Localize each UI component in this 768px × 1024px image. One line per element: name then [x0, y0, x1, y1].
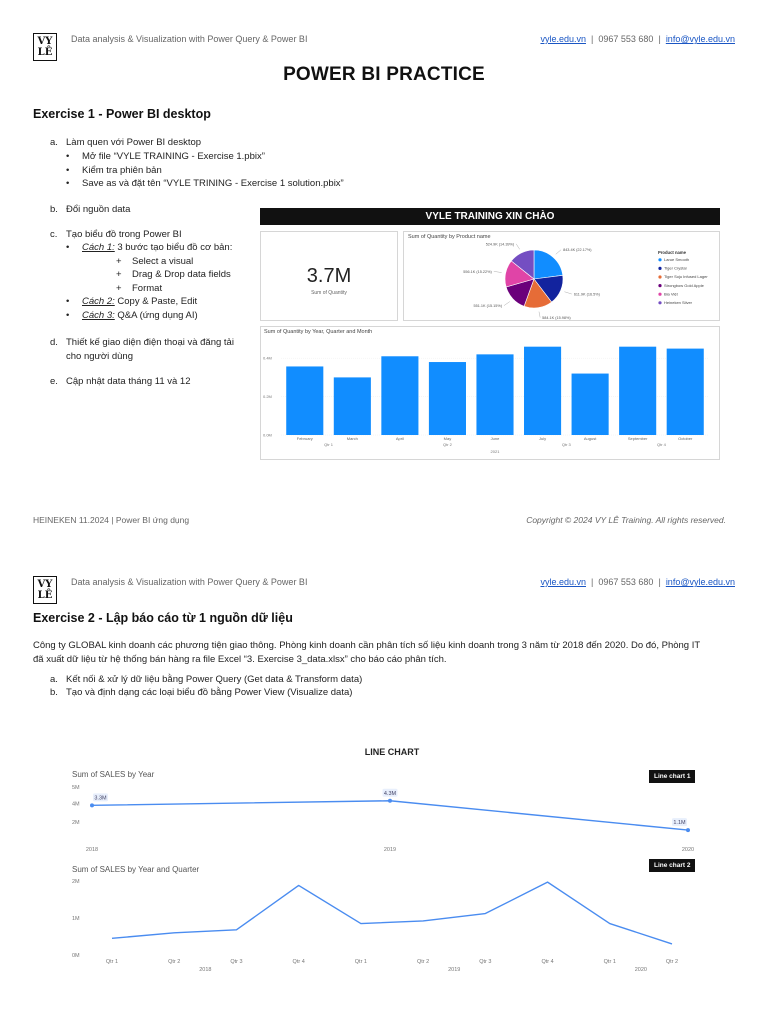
quarter-label: Qtr 3 [561, 442, 571, 447]
pie-chart-title: Sum of Quantity by Product name [408, 234, 491, 240]
legend-item: Tiger Soju Infused Lager [664, 274, 708, 280]
item-c [50, 228, 250, 242]
data-label: 3.3M [94, 795, 107, 802]
step-item: + Format [116, 282, 163, 294]
data-point [686, 828, 690, 832]
header-contact [540, 577, 735, 587]
x-tick-label: 2020 [681, 847, 695, 853]
item-a [50, 136, 270, 150]
separator: | [658, 34, 661, 44]
line-chart-1 [40, 780, 740, 860]
pie-data-label: 584.1K (15.98%) [542, 316, 571, 321]
header-subtitle: Data analysis & Visualization with Power Query & Power BI [71, 34, 308, 44]
line-chart-heading: LINE CHART [364, 747, 420, 757]
x-tick-label: May [443, 436, 452, 441]
exercise-1-title: Exercise 1 - Power BI desktop [33, 107, 211, 121]
bar-chart-panel[interactable] [260, 326, 720, 460]
x-tick-label: Qtr 1 [603, 959, 616, 965]
item-number: a. [50, 137, 58, 148]
pie-chart [404, 232, 721, 322]
bar [619, 347, 656, 435]
item-text: Làm quen với Power BI desktop [66, 137, 202, 148]
bullet-item-cach1: • Cách 1: 3 bước tạo biểu đồ cơ bản: [66, 242, 233, 253]
item-b [50, 203, 250, 217]
line-chart-1-title: Sum of SALES by Year [72, 770, 155, 779]
legend-swatch [658, 275, 661, 278]
y-tick-label: 2M [72, 819, 80, 826]
exercise-2-title: Exercise 2 - Lập báo cáo từ 1 nguồn dữ liệu [33, 611, 293, 625]
exercise-2-description: Công ty GLOBAL kinh doanh các phương tiện giao thông. Phòng kinh doanh cần phân tích số liệu kinh doanh trong 3 năm từ 2018 đến 2020. Do đó, Phòng IT đã xuất dữ liệu từ hệ thống bán hàng ra file Excel “3. Exercise 3_data.xlsx” cho báo cáo phân tích. [33, 640, 701, 665]
data-point [90, 803, 94, 807]
bar [334, 377, 371, 435]
bar [286, 366, 323, 435]
bar [381, 356, 418, 435]
footer-left: HEINEKEN 11.2024 | Power BI ứng dụng [33, 515, 190, 525]
email-link[interactable]: info@vyle.edu.vn [665, 34, 735, 44]
kpi-label: Sum of Quantity [311, 290, 347, 296]
quarter-label: Qtr 2 [442, 442, 452, 447]
item-number: c. [50, 229, 58, 240]
pie-leader-line [564, 292, 571, 294]
phone-number: 0967 553 680 [598, 577, 654, 587]
y-tick-label: 1M [72, 916, 80, 922]
line-chart-1-tag: Line chart 1 [649, 770, 695, 783]
brand-logo: VY LÊ [33, 33, 57, 61]
item-number: b. [50, 204, 58, 215]
pie-data-label: 556.1K (15.22%) [463, 269, 492, 274]
x-tick-label: September [627, 436, 648, 441]
email-link[interactable]: info@vyle.edu.vn [665, 577, 735, 587]
kpi-value: 3.7M [306, 265, 352, 287]
pie-leader-line [504, 302, 510, 306]
series-line [112, 882, 672, 944]
footer-right: Copyright © 2024 VY LÊ Training. All rights reserved. [526, 515, 726, 525]
separator: | [591, 577, 594, 587]
pie-leader-line [494, 271, 502, 272]
x-tick-label: Qtr 1 [354, 959, 368, 965]
pie-chart-panel[interactable] [403, 231, 720, 321]
quarter-label: Qtr 4 [656, 442, 666, 447]
item-e [50, 375, 260, 389]
brand-logo: VY LÊ [33, 576, 57, 604]
item-number: e. [50, 376, 58, 387]
x-tick-label: Qtr 2 [665, 959, 679, 965]
legend-swatch [658, 267, 661, 270]
x-tick-label: March [346, 436, 358, 441]
item-text: Thiết kế giao diện điện thoại và đăng tải cho người dùng [66, 337, 234, 362]
legend-swatch [658, 293, 661, 296]
x-tick-label: Qtr 4 [541, 959, 554, 965]
pie-leader-line [539, 312, 540, 318]
bullet-list-a [66, 150, 386, 191]
bullet-item-cach3: • Cách 3: Q&A (ứng dụng AI) [66, 309, 198, 321]
bullet-item: • Mở file “VYLE TRAINING - Exercise 1.pbix” [66, 151, 265, 162]
line-chart-2 [40, 874, 740, 974]
website-link[interactable]: vyle.edu.vn [540, 34, 586, 44]
pie-data-label: 843.4K (22.17%) [563, 248, 592, 253]
step-item: + Drag & Drop data fields [116, 269, 231, 280]
data-label: 1.1M [673, 820, 686, 827]
year-label: 2018 [199, 967, 212, 973]
separator: | [658, 577, 661, 587]
legend-item: Larue Smooth [664, 257, 690, 262]
pie-leader-line [556, 250, 561, 255]
item-number: d. [50, 337, 58, 348]
pie-leader-line [516, 244, 519, 249]
y-tick-label: 0.4M [263, 355, 272, 361]
x-tick-label: Qtr 3 [479, 959, 492, 965]
step-item: + Select a visual [116, 255, 194, 267]
x-tick-label: Qtr 2 [416, 959, 430, 965]
line-chart-2-title: Sum of SALES by Year and Quarter [72, 865, 200, 874]
x-tick-label: Qtr 1 [105, 959, 119, 965]
legend-item: Heineken Silver [664, 300, 693, 305]
x-tick-label: July [538, 436, 547, 441]
pie-data-label: 551.1K (15.15%) [473, 304, 503, 309]
legend-swatch [658, 301, 661, 304]
x-tick-label: Qtr 3 [230, 959, 243, 965]
pie-data-label: 524.9K (14.39%) [485, 242, 515, 247]
bar [667, 349, 704, 435]
year-label: 2019 [448, 967, 461, 973]
website-link[interactable]: vyle.edu.vn [540, 577, 586, 587]
phone-number: 0967 553 680 [598, 34, 654, 44]
bar-chart [261, 327, 721, 461]
legend-item: Tiger Crystal [664, 265, 687, 271]
x-tick-label: June [490, 436, 500, 441]
item-text: Tạo biểu đồ trong Power BI [66, 229, 182, 240]
y-tick-label: 5M [72, 785, 80, 791]
y-tick-label: 2M [72, 879, 80, 885]
x-tick-label: Qtr 2 [168, 959, 181, 965]
y-tick-label: 0M [72, 953, 80, 959]
bullet-item: • Kiểm tra phiên bản [66, 164, 162, 176]
bullet-list-c [66, 241, 256, 322]
bar [476, 354, 513, 435]
y-tick-label: 0.2M [263, 394, 272, 400]
pie-slice [534, 250, 563, 279]
separator: | [591, 34, 594, 44]
data-point [388, 799, 392, 803]
kpi-card[interactable] [260, 231, 398, 321]
bullet-item-cach2: • Cách 2: Copy & Paste, Edit [66, 296, 198, 307]
year-label: 2020 [634, 967, 648, 973]
bar [572, 374, 609, 435]
item-d [50, 336, 260, 363]
y-tick-label: 4M [72, 801, 80, 808]
data-label: 4.3M [383, 790, 397, 797]
year-label: 2021 [490, 449, 500, 454]
bar [429, 362, 466, 435]
quarter-label: Qtr 1 [324, 442, 334, 447]
header-contact [540, 34, 735, 44]
exercise-2-item-a: a. Kết nối & xử lý dữ liệu bằng Power Query (Get data & Transform data) [50, 674, 363, 685]
x-tick-label: April [395, 436, 404, 441]
item-text: Cập nhật data tháng 11 và 12 [66, 376, 191, 387]
exercise-2-item-b: b. Tạo và định dạng các loại biểu đồ bằng Power View (Visualize data) [50, 687, 353, 698]
line-chart-2-tag: Line chart 2 [649, 859, 695, 872]
series-line [92, 801, 688, 830]
legend-swatch [658, 284, 661, 287]
x-tick-label: 2018 [85, 847, 99, 853]
bullet-item: • Save as và đặt tên “VYLE TRINING - Exercise 1 solution.pbix” [66, 178, 344, 189]
page-title: POWER BI PRACTICE [283, 64, 485, 85]
y-tick-label: 0.0M [263, 432, 272, 438]
x-tick-label: October [678, 436, 693, 441]
legend-title: Product name [658, 250, 686, 255]
x-tick-label: August [583, 436, 597, 441]
x-tick-label: 2019 [383, 847, 397, 853]
bar [524, 347, 561, 435]
item-text: Đổi nguồn data [66, 204, 131, 215]
header-subtitle: Data analysis & Visualization with Power Query & Power BI [71, 577, 308, 587]
bar-chart-title: Sum of Quantity by Year, Quarter and Month [264, 329, 373, 335]
dashboard-title: VYLE TRAINING XIN CHÀO [260, 208, 720, 225]
x-tick-label: February [296, 436, 313, 441]
x-tick-label: Qtr 4 [292, 959, 305, 965]
legend-item: Bia Việt [664, 291, 678, 297]
legend-item: Strongbow Gold Apple [664, 282, 704, 288]
pie-data-label: 611.9K (16.5%) [573, 292, 600, 297]
legend-swatch [658, 258, 661, 261]
